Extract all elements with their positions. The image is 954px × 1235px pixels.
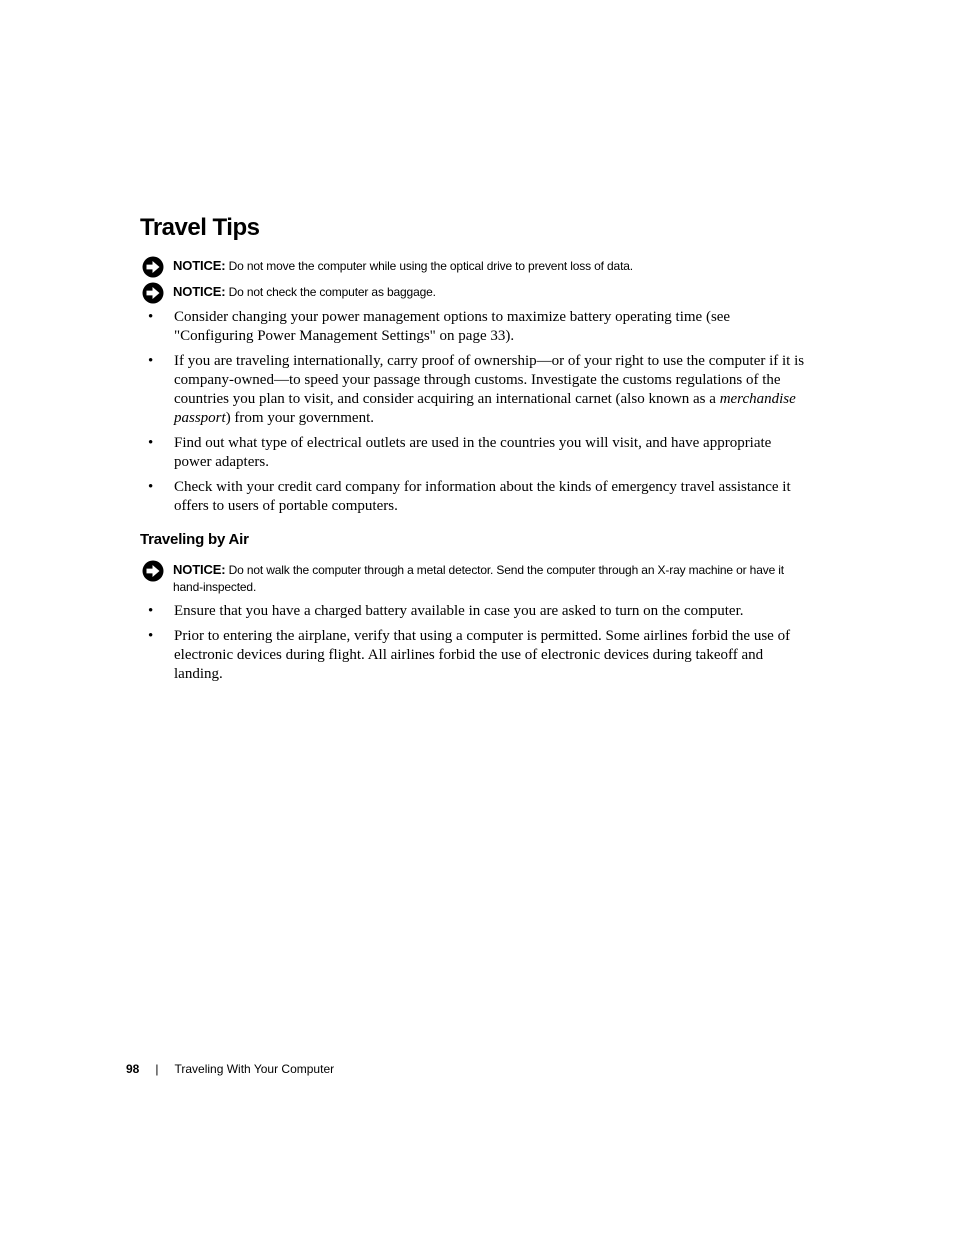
- list-item-text: Consider changing your power management options to maximize battery operating time (see "Configuring Power Management Settings" on page 33).: [174, 309, 731, 344]
- list-item: [140, 602, 812, 621]
- list-item: [140, 352, 812, 428]
- list-item-text: If you are traveling internationally, carry proof of ownership—or of your right to use the computer if it is company-owned—to speed your passage through customs. Investigate the customs regulations of the countries you plan to visit, and consider acquiring an international carnet (also known as a: [174, 353, 805, 407]
- notice-text: Do not walk the computer through a metal detector. Send the computer through an X-ray machine or have it hand-inspected.: [173, 563, 784, 594]
- notice-metal-detector: [142, 561, 810, 596]
- list-item: [140, 308, 812, 346]
- list-item-text: Find out what type of electrical outlets are used in the countries you will visit, and have appropriate power adapters.: [174, 435, 772, 470]
- list-item-text: Prior to entering the airplane, verify that using a computer is permitted. Some airlines forbid the use of electronic devices during flight. All airlines forbid the use of electronic devices during takeoff and landing.: [174, 628, 791, 682]
- page-number: 98: [126, 1062, 140, 1076]
- notice-text: Do not move the computer while using the optical drive to prevent loss of data.: [225, 259, 633, 273]
- list-item-text-end: ) from your government.: [225, 410, 374, 426]
- page-footer: [126, 1062, 334, 1076]
- list-item-italic-term: merchandise passport: [174, 391, 796, 426]
- bullet-mark: •: [148, 435, 154, 451]
- notice-baggage: [142, 283, 810, 301]
- subsection-title: Traveling by Air: [140, 531, 249, 548]
- list-item: [140, 478, 812, 516]
- notice-label: NOTICE:: [173, 562, 226, 577]
- section-title: Travel Tips: [140, 214, 260, 241]
- bullet-mark: •: [148, 309, 154, 325]
- notice-optical-drive: [142, 257, 810, 275]
- bullet-mark: •: [148, 479, 154, 495]
- bullet-mark: •: [148, 628, 154, 644]
- notice-arrow-icon: [142, 256, 164, 278]
- list-item: [140, 627, 812, 684]
- list-item-text: Check with your credit card company for information about the kinds of emergency travel assistance it offers to users of portable computers.: [174, 479, 791, 514]
- air-travel-list: [140, 602, 812, 690]
- notice-arrow-icon: [142, 282, 164, 304]
- notice-label: NOTICE:: [173, 258, 226, 273]
- notice-text: Do not check the computer as baggage.: [225, 285, 436, 299]
- chapter-title: Traveling With Your Computer: [174, 1062, 335, 1076]
- notice-label: NOTICE:: [173, 284, 226, 299]
- travel-tips-list: [140, 308, 812, 522]
- list-item: [140, 434, 812, 472]
- list-item-text: Ensure that you have a charged battery available in case you are asked to turn on the computer.: [174, 603, 744, 619]
- notice-arrow-icon: [142, 560, 164, 582]
- bullet-mark: •: [148, 353, 154, 369]
- bullet-mark: •: [148, 603, 154, 619]
- footer-separator: |: [155, 1062, 159, 1076]
